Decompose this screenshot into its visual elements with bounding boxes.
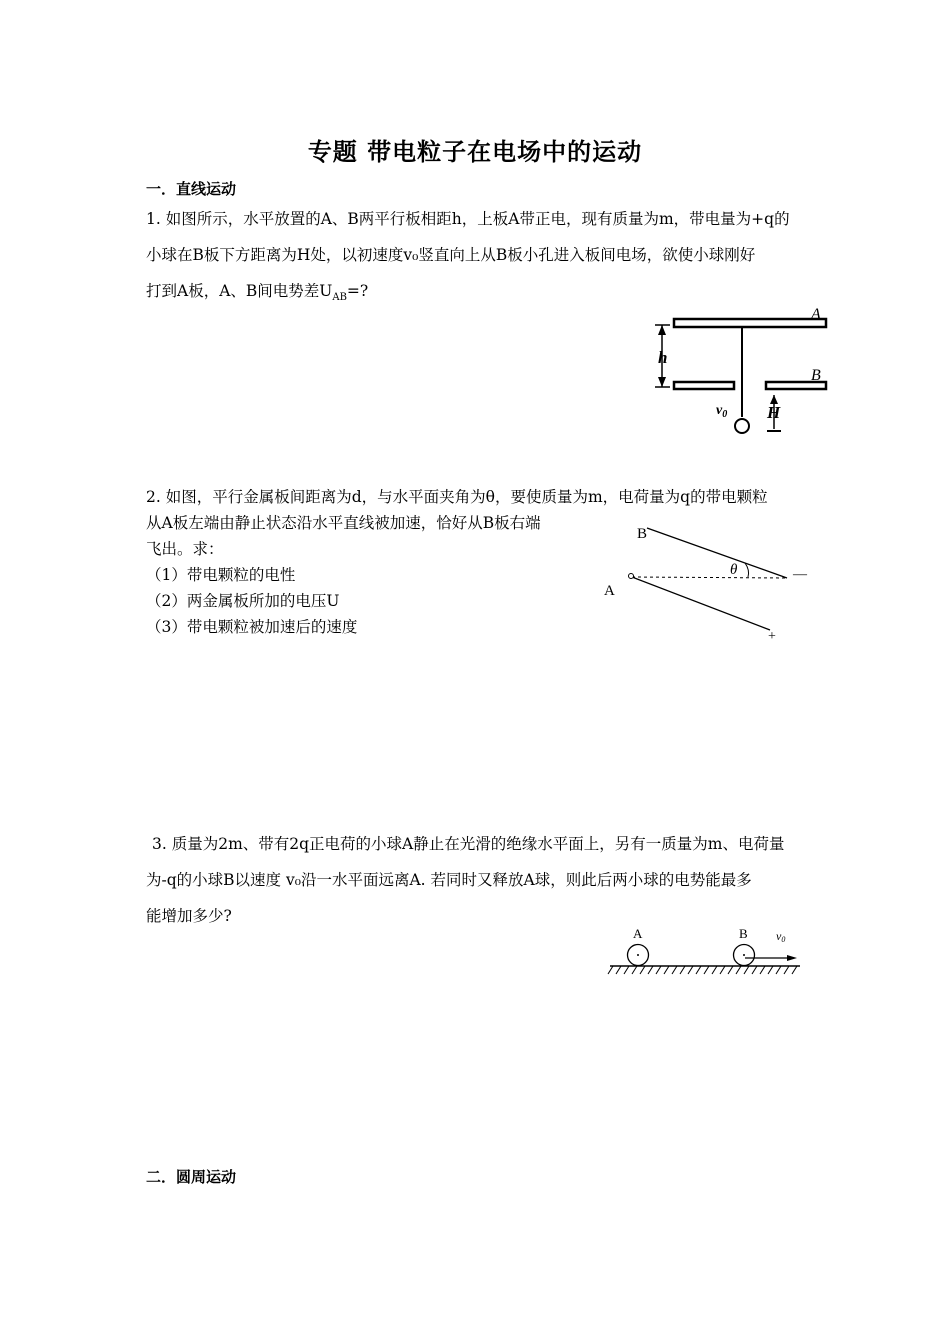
plate-a-line bbox=[632, 577, 770, 630]
ground-hatching bbox=[608, 966, 797, 974]
particle bbox=[629, 574, 634, 579]
q3-line-3: 能增加多少? bbox=[146, 907, 232, 925]
label-v0: $v_0$ bbox=[716, 403, 728, 420]
label-a: A bbox=[604, 583, 615, 599]
q3-line-2: 为-q的小球B以速度 v₀沿一水平面远离A. 若同时又释放A球，则此后两小球的电势能最多 bbox=[146, 871, 752, 889]
horizontal-path bbox=[632, 577, 787, 578]
page-title: 专题 带电粒子在电场中的运动 bbox=[307, 138, 643, 166]
q2-inclined-plates-figure bbox=[595, 520, 820, 645]
plate-b-line bbox=[647, 528, 787, 578]
q2-item-1: （1）带电颗粒的电性 bbox=[146, 566, 296, 584]
q1-parallel-plates-figure bbox=[650, 305, 840, 440]
q2-item-3: （3）带电颗粒被加速后的速度 bbox=[146, 618, 358, 636]
plate-a bbox=[674, 319, 826, 327]
section-heading-circular: 二．圆周运动 bbox=[146, 1168, 237, 1186]
q1-line-2: 小球在B板下方距离为H处，以初速度v₀竖直向上从B板小孔进入板间电场，欲使小球刚好 bbox=[146, 246, 756, 264]
label-minus: — bbox=[793, 567, 807, 582]
label-v0: v0 bbox=[776, 929, 786, 944]
q2-line-1: 2. 如图，平行金属板间距离为d，与水平面夹角为θ，要使质量为m，电荷量为q的带电颗粒 bbox=[146, 488, 768, 506]
q2-line-3: 飞出。求： bbox=[146, 540, 224, 558]
ball bbox=[735, 419, 749, 433]
label-ball-a: A bbox=[633, 926, 643, 941]
q1-line-3: 打到A板，A、B间电势差$U_{AB}=$? bbox=[146, 282, 369, 304]
q3-two-balls-figure bbox=[605, 920, 810, 980]
label-plus: + bbox=[768, 629, 776, 644]
q3-line-1: 3. 质量为2m、带有2q正电荷的小球A静止在光滑的绝缘水平面上，另有一质量为m、电荷量 bbox=[152, 835, 785, 853]
label-plate-b: B bbox=[811, 367, 821, 384]
question-3 bbox=[146, 826, 826, 934]
q1-line-1: 1. 如图所示，水平放置的A、B两平行板相距h，上板A带正电，现有质量为m，带电量为+q的 bbox=[146, 210, 790, 228]
plate-b-left bbox=[674, 382, 734, 389]
label-H: H bbox=[767, 403, 781, 422]
label-ball-b: B bbox=[739, 926, 748, 941]
section-heading-linear: 一．直线运动 bbox=[146, 180, 237, 198]
question-1 bbox=[146, 201, 826, 316]
q2-line-2: 从A板左端由静止状态沿水平直线被加速，恰好从B板右端 bbox=[146, 514, 541, 532]
label-plate-a: A bbox=[811, 306, 821, 323]
label-h: h bbox=[658, 348, 668, 367]
q2-item-2: （2）两金属板所加的电压U bbox=[146, 592, 340, 610]
label-theta: θ bbox=[730, 562, 738, 578]
label-b: B bbox=[637, 526, 648, 542]
